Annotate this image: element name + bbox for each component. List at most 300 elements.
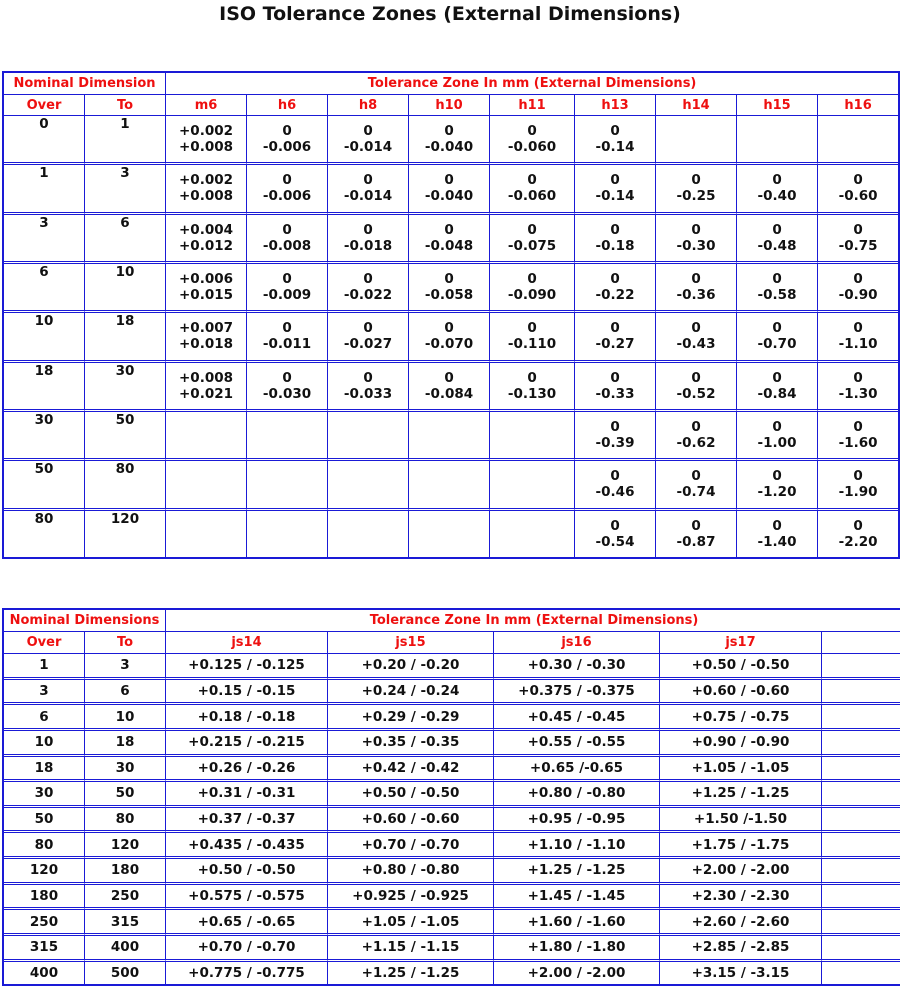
table-row (4, 165, 898, 188)
lower-deviation-cell: -0.46 (575, 484, 656, 510)
upper-deviation-cell: 0 (737, 511, 818, 534)
to-cell: 250 (85, 885, 166, 911)
lower-deviation-cell: -1.40 (737, 534, 818, 557)
lower-deviation-cell: -1.30 (818, 386, 898, 412)
table-row (4, 412, 898, 435)
to-column-header: To (85, 632, 166, 654)
tolerance-value-cell (822, 859, 900, 885)
tolerance-value-cell: +2.60 / -2.60 (660, 910, 822, 936)
lower-deviation-cell: -0.36 (656, 287, 737, 313)
tolerance-value-cell: +1.05 / -1.05 (660, 757, 822, 783)
tolerance-value-cell: +0.215 / -0.215 (166, 731, 328, 757)
tolerance-table-js-series (2, 608, 900, 986)
tolerance-value-cell: +0.35 / -0.35 (328, 731, 494, 757)
to-cell: 1 (85, 116, 166, 165)
to-cell: 400 (85, 936, 166, 962)
column-header-h16: h16 (818, 95, 898, 116)
tolerance-value-cell: +2.00 / -2.00 (660, 859, 822, 885)
column-header-h8: h8 (328, 95, 409, 116)
lower-deviation-cell (247, 534, 328, 557)
tolerance-value-cell: +1.10 / -1.10 (494, 833, 660, 859)
upper-deviation-cell: 0 (409, 363, 490, 386)
tolerance-value-cell: +0.65 / -0.65 (166, 910, 328, 936)
upper-deviation-cell: 0 (853, 172, 863, 189)
upper-deviation-cell: 0 (853, 468, 863, 485)
over-cell: 30 (4, 412, 85, 461)
upper-deviation-cell: 0 (409, 116, 490, 139)
upper-deviation-cell: 0 (328, 116, 409, 139)
lower-deviation-cell: -0.87 (656, 534, 737, 557)
tolerance-value-cell: +2.85 / -2.85 (660, 936, 822, 962)
lower-deviation-cell: -0.009 (247, 287, 328, 313)
over-cell: 180 (4, 885, 85, 911)
to-cell: 6 (85, 680, 166, 706)
upper-deviation-cell: 0 (409, 264, 490, 287)
upper-deviation-cell (328, 461, 409, 484)
lower-deviation-cell: -0.39 (575, 435, 656, 461)
over-cell: 10 (4, 313, 85, 362)
upper-deviation-cell: +0.008 (166, 363, 247, 386)
lower-deviation-cell (328, 435, 409, 461)
upper-deviation-cell (409, 461, 490, 484)
column-header-h11: h11 (490, 95, 575, 116)
tolerance-value-cell: +1.15 / -1.15 (328, 936, 494, 962)
tolerance-value-cell: +0.50 / -0.50 (328, 782, 494, 808)
upper-deviation-cell: 0 (575, 363, 656, 386)
table-row (4, 511, 898, 534)
lower-deviation-cell: -1.60 (818, 435, 898, 461)
upper-deviation-cell: 0 (737, 461, 818, 484)
lower-deviation-cell: -0.58 (737, 287, 818, 313)
to-cell: 120 (85, 833, 166, 859)
column-header-js16: js16 (494, 632, 660, 654)
lower-deviation-cell: -0.75 (818, 238, 898, 264)
lower-deviation-cell: -0.060 (490, 139, 575, 165)
table-row (4, 680, 900, 706)
tolerance-value-cell (822, 757, 900, 783)
upper-deviation-cell: 0 (853, 369, 863, 386)
page-title: ISO Tolerance Zones (External Dimensions) (219, 3, 681, 25)
upper-deviation-cell: 0 (247, 264, 328, 287)
table-row (4, 757, 900, 783)
upper-deviation-cell (656, 116, 737, 139)
to-cell: 30 (85, 757, 166, 783)
lower-deviation-cell: -0.22 (575, 287, 656, 313)
tolerance-value-cell (822, 833, 900, 859)
lower-deviation-cell (409, 534, 490, 557)
tolerance-value-cell: +0.26 / -0.26 (166, 757, 328, 783)
upper-deviation-cell: 0 (247, 116, 328, 139)
column-header-h15: h15 (737, 95, 818, 116)
over-cell: 30 (4, 782, 85, 808)
upper-deviation-cell: +0.004 (166, 215, 247, 238)
upper-deviation-cell (409, 412, 490, 435)
lower-deviation-cell: -0.62 (656, 435, 737, 461)
upper-deviation-cell: 0 (490, 116, 575, 139)
upper-deviation-cell: +0.002 (166, 165, 247, 188)
over-column-header: Over (4, 95, 85, 116)
upper-deviation-cell (166, 461, 247, 484)
upper-deviation-cell: 0 (737, 313, 818, 336)
tolerance-value-cell: +0.70 / -0.70 (328, 833, 494, 859)
upper-deviation-cell: 0 (853, 221, 863, 238)
over-cell: 0 (4, 116, 85, 165)
to-cell: 18 (85, 731, 166, 757)
upper-deviation-cell: 0 (328, 215, 409, 238)
lower-deviation-cell (490, 435, 575, 461)
upper-deviation-cell: 0 (247, 215, 328, 238)
lower-deviation-cell (166, 435, 247, 461)
tolerance-value-cell: +0.925 / -0.925 (328, 885, 494, 911)
to-cell: 10 (85, 264, 166, 313)
upper-deviation-cell (166, 412, 247, 435)
tolerance-value-cell: +0.435 / -0.435 (166, 833, 328, 859)
lower-deviation-cell: -0.018 (328, 238, 409, 264)
lower-deviation-cell: -0.033 (328, 386, 409, 412)
upper-deviation-cell: 0 (247, 313, 328, 336)
tolerance-value-cell: +1.05 / -1.05 (328, 910, 494, 936)
tolerance-value-cell: +1.75 / -1.75 (660, 833, 822, 859)
lower-deviation-cell (328, 484, 409, 510)
tolerance-table-h-series (2, 71, 900, 559)
upper-deviation-cell: 0 (656, 313, 737, 336)
upper-deviation-cell (328, 412, 409, 435)
over-cell: 6 (4, 705, 85, 731)
upper-deviation-cell: 0 (656, 165, 737, 188)
tolerance-value-cell (822, 885, 900, 911)
to-cell: 3 (85, 654, 166, 680)
tolerance-value-cell (822, 705, 900, 731)
column-header-h13: h13 (575, 95, 656, 116)
tolerance-value-cell: +0.45 / -0.45 (494, 705, 660, 731)
upper-deviation-cell (166, 511, 247, 534)
upper-deviation-cell: 0 (737, 165, 818, 188)
tolerance-value-cell: +0.29 / -0.29 (328, 705, 494, 731)
lower-deviation-cell: +0.008 (166, 188, 247, 214)
lower-deviation-cell: -0.006 (247, 188, 328, 214)
tolerance-value-cell: +1.25 / -1.25 (660, 782, 822, 808)
over-cell: 18 (4, 757, 85, 783)
tolerance-value-cell: +0.55 / -0.55 (494, 731, 660, 757)
lower-deviation-cell (737, 139, 818, 165)
tolerance-value-cell: +2.00 / -2.00 (494, 962, 660, 985)
to-cell: 50 (85, 412, 166, 461)
to-cell: 3 (85, 165, 166, 214)
over-cell: 3 (4, 680, 85, 706)
tolerance-value-cell: +0.80 / -0.80 (494, 782, 660, 808)
upper-deviation-cell: 0 (490, 313, 575, 336)
tolerance-value-cell: +0.80 / -0.80 (328, 859, 494, 885)
upper-deviation-cell: +0.006 (166, 264, 247, 287)
table-row (4, 910, 900, 936)
tolerance-value-cell: +0.37 / -0.37 (166, 808, 328, 834)
lower-deviation-cell: -0.022 (328, 287, 409, 313)
lower-deviation-cell: +0.021 (166, 386, 247, 412)
upper-deviation-cell: 0 (737, 363, 818, 386)
lower-deviation-cell: -0.058 (409, 287, 490, 313)
lower-deviation-cell: -0.008 (247, 238, 328, 264)
lower-deviation-cell: -0.74 (656, 484, 737, 510)
lower-deviation-cell (490, 484, 575, 510)
upper-deviation-cell: 0 (656, 412, 737, 435)
table-row (4, 654, 900, 680)
lower-deviation-cell: -0.027 (328, 336, 409, 362)
tolerance-value-cell: +0.30 / -0.30 (494, 654, 660, 680)
lower-deviation-cell: -0.006 (247, 139, 328, 165)
lower-deviation-cell: -0.60 (818, 188, 898, 214)
tolerance-value-cell: +0.20 / -0.20 (328, 654, 494, 680)
upper-deviation-cell: 0 (737, 264, 818, 287)
tolerance-value-cell: +1.80 / -1.80 (494, 936, 660, 962)
tolerance-value-cell: +0.575 / -0.575 (166, 885, 328, 911)
lower-deviation-cell: -0.90 (818, 287, 898, 313)
upper-deviation-cell: 0 (575, 461, 656, 484)
tolerance-value-cell: +1.50 /-1.50 (660, 808, 822, 834)
tolerance-value-cell: +1.60 / -1.60 (494, 910, 660, 936)
lower-deviation-cell (409, 435, 490, 461)
upper-deviation-cell: 0 (409, 215, 490, 238)
lower-deviation-cell: -2.20 (838, 533, 878, 550)
over-cell: 50 (4, 808, 85, 834)
column-header-js17: js17 (660, 632, 822, 654)
upper-deviation-cell: 0 (656, 363, 737, 386)
upper-deviation-cell: 0 (737, 412, 818, 435)
lower-deviation-cell: -0.060 (490, 188, 575, 214)
tolerance-value-cell: +0.15 / -0.15 (166, 680, 328, 706)
table-row (4, 705, 900, 731)
lower-deviation-cell: -0.18 (575, 238, 656, 264)
over-cell: 50 (4, 461, 85, 510)
upper-deviation-cell: 0 (490, 165, 575, 188)
upper-deviation-cell: 0 (575, 264, 656, 287)
over-cell: 3 (4, 215, 85, 264)
table-row (4, 731, 900, 757)
lower-deviation-cell: -0.14 (575, 139, 656, 165)
upper-deviation-cell: 0 (737, 215, 818, 238)
lower-deviation-cell: -0.110 (490, 336, 575, 362)
table-row (4, 264, 898, 287)
upper-deviation-cell (328, 511, 409, 534)
tolerance-value-cell: +0.31 / -0.31 (166, 782, 328, 808)
upper-deviation-cell: 0 (656, 215, 737, 238)
tolerance-value-cell (822, 680, 900, 706)
tolerance-value-cell: +2.30 / -2.30 (660, 885, 822, 911)
over-cell: 80 (4, 511, 85, 557)
tolerance-zone-header: Tolerance Zone In mm (External Dimensions) (166, 73, 898, 95)
over-cell: 315 (4, 936, 85, 962)
lower-deviation-cell: -0.40 (737, 188, 818, 214)
lower-deviation-cell: -1.10 (818, 336, 898, 362)
table-row (4, 808, 900, 834)
upper-deviation-cell: 0 (575, 116, 656, 139)
column-header-h10: h10 (409, 95, 490, 116)
lower-deviation-cell: -0.014 (328, 188, 409, 214)
tolerance-value-cell: +0.42 / -0.42 (328, 757, 494, 783)
tolerance-value-cell (822, 808, 900, 834)
table-row (4, 313, 898, 336)
tolerance-value-cell: +0.90 / -0.90 (660, 731, 822, 757)
tolerance-value-cell: +1.25 / -1.25 (328, 962, 494, 985)
tolerance-value-cell: +0.18 / -0.18 (166, 705, 328, 731)
to-cell: 80 (85, 808, 166, 834)
upper-deviation-cell: 0 (656, 511, 737, 534)
lower-deviation-cell: +0.012 (166, 238, 247, 264)
upper-deviation-cell (247, 412, 328, 435)
column-header-h14: h14 (656, 95, 737, 116)
upper-deviation-cell: 0 (853, 271, 863, 288)
upper-deviation-cell: 0 (853, 419, 863, 436)
lower-deviation-cell: -0.070 (409, 336, 490, 362)
upper-deviation-cell: 0 (490, 264, 575, 287)
upper-deviation-cell (490, 412, 575, 435)
tolerance-value-cell (822, 962, 900, 985)
lower-deviation-cell: -0.040 (409, 188, 490, 214)
lower-deviation-cell: -0.048 (409, 238, 490, 264)
upper-deviation-cell: 0 (575, 511, 656, 534)
lower-deviation-cell: -0.33 (575, 386, 656, 412)
upper-deviation-cell (490, 511, 575, 534)
lower-deviation-cell: -0.84 (737, 386, 818, 412)
tolerance-value-cell: +0.70 / -0.70 (166, 936, 328, 962)
lower-deviation-cell: -0.030 (247, 386, 328, 412)
lower-deviation-cell: -0.70 (737, 336, 818, 362)
table-row (4, 363, 898, 386)
table-row (4, 859, 900, 885)
upper-deviation-cell (247, 511, 328, 534)
over-cell: 10 (4, 731, 85, 757)
lower-deviation-cell: -0.27 (575, 336, 656, 362)
to-cell: 30 (85, 363, 166, 412)
upper-deviation-cell: 0 (656, 461, 737, 484)
upper-deviation-cell: +0.002 (166, 116, 247, 139)
lower-deviation-cell: -0.090 (490, 287, 575, 313)
table-row (4, 461, 898, 484)
tolerance-value-cell (822, 936, 900, 962)
column-header-h6: h6 (247, 95, 328, 116)
to-column-header: To (85, 95, 166, 116)
lower-deviation-cell: -0.30 (656, 238, 737, 264)
upper-deviation-cell: 0 (328, 313, 409, 336)
to-cell: 120 (85, 511, 166, 557)
tolerance-value-cell: +1.45 / -1.45 (494, 885, 660, 911)
over-cell: 18 (4, 363, 85, 412)
to-cell: 6 (85, 215, 166, 264)
column-header-js15: js15 (328, 632, 494, 654)
table-row (4, 833, 900, 859)
tolerance-value-cell: +3.15 / -3.15 (660, 962, 822, 985)
to-cell: 18 (85, 313, 166, 362)
lower-deviation-cell: -0.25 (656, 188, 737, 214)
upper-deviation-cell: 0 (409, 313, 490, 336)
lower-deviation-cell: -0.011 (247, 336, 328, 362)
to-cell: 500 (85, 962, 166, 985)
tolerance-value-cell: +1.25 / -1.25 (494, 859, 660, 885)
lower-deviation-cell: +0.018 (166, 336, 247, 362)
tolerance-zone-header: Tolerance Zone In mm (External Dimensions) (166, 610, 900, 632)
upper-deviation-cell (818, 116, 898, 139)
to-cell: 50 (85, 782, 166, 808)
lower-deviation-cell (818, 139, 898, 165)
tolerance-value-cell: +0.775 / -0.775 (166, 962, 328, 985)
lower-deviation-cell: -0.075 (490, 238, 575, 264)
lower-deviation-cell (490, 534, 575, 557)
tolerance-value-cell (822, 910, 900, 936)
column-header-js14: js14 (166, 632, 328, 654)
upper-deviation-cell: 0 (575, 215, 656, 238)
nominal-dimensions-header: Nominal Dimensions (4, 610, 166, 632)
lower-deviation-cell: +0.008 (166, 139, 247, 165)
upper-deviation-cell: 0 (575, 165, 656, 188)
column-header-m6: m6 (166, 95, 247, 116)
lower-deviation-cell (166, 484, 247, 510)
upper-deviation-cell (737, 116, 818, 139)
tolerance-value-cell (822, 654, 900, 680)
upper-deviation-cell: 0 (247, 165, 328, 188)
lower-deviation-cell: -0.014 (328, 139, 409, 165)
tolerance-value-cell: +0.75 / -0.75 (660, 705, 822, 731)
tolerance-value-cell: +0.24 / -0.24 (328, 680, 494, 706)
upper-deviation-cell: 0 (328, 363, 409, 386)
lower-deviation-cell (247, 484, 328, 510)
to-cell: 315 (85, 910, 166, 936)
upper-deviation-cell: 0 (853, 517, 863, 534)
nominal-dimension-header: Nominal Dimension (4, 73, 166, 95)
upper-deviation-cell: +0.007 (166, 313, 247, 336)
upper-deviation-cell: 0 (409, 165, 490, 188)
tolerance-value-cell (822, 782, 900, 808)
lower-deviation-cell: -0.084 (409, 386, 490, 412)
upper-deviation-cell: 0 (575, 412, 656, 435)
lower-deviation-cell: +0.015 (166, 287, 247, 313)
table-row (4, 885, 900, 911)
tolerance-value-cell: +0.60 / -0.60 (328, 808, 494, 834)
tolerance-value-cell: +0.50 / -0.50 (660, 654, 822, 680)
lower-deviation-cell (247, 435, 328, 461)
column-header-blank (822, 632, 900, 654)
table-row (4, 215, 898, 238)
upper-deviation-cell: 0 (656, 264, 737, 287)
table-row (4, 116, 898, 139)
over-cell: 120 (4, 859, 85, 885)
lower-deviation-cell: -0.54 (575, 534, 656, 557)
table-row (4, 936, 900, 962)
lower-deviation-cell: -0.52 (656, 386, 737, 412)
lower-deviation-cell (656, 139, 737, 165)
upper-deviation-cell: 0 (328, 264, 409, 287)
over-cell: 400 (4, 962, 85, 985)
lower-deviation-cell (328, 534, 409, 557)
lower-deviation-cell: -1.20 (737, 484, 818, 510)
over-cell: 6 (4, 264, 85, 313)
upper-deviation-cell (409, 511, 490, 534)
upper-deviation-cell: 0 (853, 320, 863, 337)
lower-deviation-cell: -0.43 (656, 336, 737, 362)
upper-deviation-cell: 0 (247, 363, 328, 386)
over-column-header: Over (4, 632, 85, 654)
over-cell: 1 (4, 654, 85, 680)
lower-deviation-cell: -0.040 (409, 139, 490, 165)
lower-deviation-cell: -0.130 (490, 386, 575, 412)
to-cell: 180 (85, 859, 166, 885)
upper-deviation-cell: 0 (575, 313, 656, 336)
upper-deviation-cell: 0 (490, 215, 575, 238)
tolerance-value-cell: +0.65 /-0.65 (494, 757, 660, 783)
tolerance-value-cell: +0.60 / -0.60 (660, 680, 822, 706)
lower-deviation-cell: -1.90 (818, 484, 898, 510)
table-row (4, 782, 900, 808)
lower-deviation-cell (409, 484, 490, 510)
upper-deviation-cell (247, 461, 328, 484)
